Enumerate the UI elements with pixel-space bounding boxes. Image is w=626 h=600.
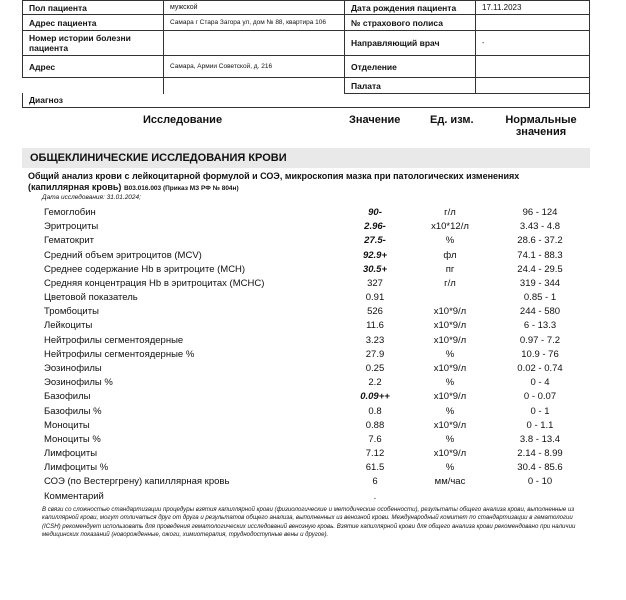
result-name: Эозинофилы <box>44 362 102 374</box>
result-row <box>0 206 626 220</box>
result-name: Эозинофилы % <box>44 377 113 389</box>
result-value: . <box>373 490 377 502</box>
result-value: 0.91 <box>365 292 385 304</box>
result-name: Моноциты % <box>44 433 101 445</box>
history-label: Номер истории болезни пациента <box>23 31 164 56</box>
result-unit: г/л <box>444 207 456 218</box>
result-value: 61.5 <box>365 462 385 474</box>
result-name: Лимфоциты % <box>44 462 109 474</box>
result-unit: x10*9/л <box>433 306 467 318</box>
result-row <box>0 405 626 419</box>
result-name: Лейкоциты <box>44 320 93 332</box>
patient-info-table <box>22 0 590 94</box>
result-row <box>0 348 626 362</box>
result-range: 30.4 - 85.6 <box>517 462 563 474</box>
result-name: Нейтрофилы сегментоядерные % <box>44 348 195 360</box>
col-study: Исследование <box>143 114 223 126</box>
result-unit: фл <box>443 249 457 261</box>
result-range: 0 - 4 <box>530 377 550 389</box>
result-name: Базофилы <box>44 391 91 403</box>
result-value: 0.09++ <box>360 391 390 403</box>
result-unit: % <box>445 433 455 445</box>
result-value: 3.23 <box>365 334 385 346</box>
result-value: 2.2 <box>368 377 382 389</box>
result-row <box>0 249 626 263</box>
result-unit: % <box>445 377 455 389</box>
footnote: В связи со сложностью стандартизации процедуры взятия капиллярной крови (физиологические и методические особенности), результаты общего анализа крови, выполненные из капиллярной крови, могут отличаться друг от друга и результатов общего анализа, выполненных из венозной крови. Международный комитет по стандартизации в гематологии (ICSH) рекомендует использовать для проведения гематологических исследований венозную кровь. Взятие капиллярной крови для общего анализа крови рекомендовано при наличии медицинских показаний (новорожденные, ожоги, химиотерапия, труднодоступные вены и другое). <box>42 506 576 539</box>
result-name: Средняя концентрация Hb в эритроцитах (MCHC) <box>44 277 265 289</box>
result-value: 92.9+ <box>362 249 388 261</box>
result-name: Моноциты <box>44 419 90 431</box>
result-row <box>0 461 626 475</box>
result-unit: % <box>445 405 455 417</box>
result-row <box>0 376 626 390</box>
col-normal-line1: Нормальные <box>505 114 577 126</box>
result-name: Среднее содержание Hb в эритроците (MCH) <box>44 263 246 275</box>
result-unit: % <box>445 348 455 360</box>
result-unit: % <box>445 235 455 247</box>
test-code: B03.016.003 (Приказ МЗ РФ № 804н) <box>123 185 239 192</box>
result-range: 74.1 - 88.3 <box>517 249 563 261</box>
result-unit: x10*9/л <box>433 448 467 460</box>
gender-value: мужской <box>164 1 345 15</box>
result-range: 0.97 - 7.2 <box>519 334 561 346</box>
result-unit: x10*9/л <box>433 320 467 332</box>
result-range: 0 - 1.1 <box>526 419 554 431</box>
result-range: 6 - 13.3 <box>523 320 557 332</box>
col-unit: Ед. изм. <box>430 114 474 126</box>
result-range: 0 - 1 <box>530 405 550 417</box>
result-unit: г/л <box>444 277 456 289</box>
result-value: 11.6 <box>366 320 384 332</box>
diagnosis-label: Диагноз <box>29 95 63 105</box>
result-row <box>0 220 626 234</box>
result-row <box>0 334 626 348</box>
result-row <box>0 447 626 461</box>
result-name: Эритроциты <box>44 221 99 233</box>
result-name: СОЭ (по Вестергрену) капиллярная кровь <box>44 476 230 488</box>
test-line1: Общий анализ крови с лейкоцитарной формулой и СОЭ, микроскопия мазка при патологических изменениях <box>28 171 520 181</box>
result-value: 6 <box>372 476 378 488</box>
gender-label: Пол пациента <box>23 1 164 15</box>
result-range: 319 - 344 <box>519 277 561 289</box>
result-unit: пг <box>445 263 455 275</box>
result-row <box>0 390 626 404</box>
result-value: 27.9 <box>365 348 385 360</box>
result-name: Тромбоциты <box>44 306 99 318</box>
result-range: 24.4 - 29.5 <box>517 263 563 275</box>
result-row <box>0 490 626 504</box>
address-value: Самара г Стара Загора ул, дом № 88, квартира 106 <box>164 15 345 31</box>
result-unit: x10*9/л <box>433 362 467 374</box>
department-label: Отделение <box>345 56 476 78</box>
result-unit: % <box>445 462 455 474</box>
result-range: 3.43 - 4.8 <box>519 221 561 233</box>
section-title: ОБЩЕКЛИНИЧЕСКИЕ ИССЛЕДОВАНИЯ КРОВИ <box>30 152 287 164</box>
history-value <box>164 31 345 56</box>
result-value: 526 <box>367 306 383 318</box>
result-range: 10.9 - 76 <box>521 348 559 360</box>
result-name: Гематокрит <box>44 235 95 247</box>
result-value: 0.8 <box>368 405 382 417</box>
result-value: 30.5+ <box>362 263 388 275</box>
result-name: Гемоглобин <box>44 207 96 218</box>
result-range: 3.8 - 13.4 <box>519 433 561 445</box>
dob-label: Дата рождения пациента <box>345 1 476 15</box>
result-range: 0.85 - 1 <box>523 292 557 304</box>
test-date: Дата исследования: 31.01.2024; <box>42 194 141 201</box>
result-unit: мм/час <box>434 476 466 488</box>
result-unit: x10*9/л <box>433 419 467 431</box>
diagnosis-row <box>22 93 590 108</box>
dob-value: 17.11.2023 <box>476 1 590 15</box>
result-range: 244 - 580 <box>519 306 561 318</box>
result-unit: x10*9/л <box>433 391 467 403</box>
result-row <box>0 419 626 433</box>
result-value: 90- <box>368 207 382 218</box>
test-line2: (капиллярная кровь) <box>28 182 122 192</box>
result-row <box>0 362 626 376</box>
result-row <box>0 319 626 333</box>
result-name: Комментарий <box>44 490 104 502</box>
col-value: Значение <box>349 114 401 126</box>
result-range: 0 - 10 <box>527 476 553 488</box>
section-header <box>22 148 590 168</box>
col-normal <box>503 114 579 138</box>
result-value: 7.12 <box>365 448 385 460</box>
doctor-label: Направляющий врач <box>345 31 476 56</box>
result-value: 27.5- <box>364 235 386 247</box>
doctor-value: - <box>476 31 590 56</box>
result-value: 7.6 <box>368 433 382 445</box>
result-name: Нейтрофилы сегментоядерные <box>44 334 184 346</box>
result-unit: x10*12/л <box>431 221 469 233</box>
result-range: 0.02 - 0.74 <box>517 362 563 374</box>
result-row <box>0 433 626 447</box>
result-range: 2.14 - 8.99 <box>517 448 563 460</box>
org-address-value: Самара, Армии Советской, д. 216 <box>164 56 345 78</box>
ward-value <box>476 78 590 94</box>
result-row <box>0 475 626 489</box>
result-name: Цветовой показатель <box>44 292 138 304</box>
result-range: 28.6 - 37.2 <box>517 235 563 247</box>
result-value: 0.25 <box>365 362 385 374</box>
org-address-label: Адрес <box>23 56 164 78</box>
result-range: 96 - 124 <box>522 207 558 218</box>
address-label: Адрес пациента <box>23 15 164 31</box>
result-row <box>0 291 626 305</box>
result-unit: x10*9/л <box>433 334 467 346</box>
result-row <box>0 234 626 248</box>
department-value <box>476 56 590 78</box>
result-row <box>0 263 626 277</box>
result-value: 2.96- <box>364 221 386 233</box>
result-row <box>0 305 626 319</box>
col-normal-line2: значения <box>515 126 567 138</box>
insurance-value <box>476 15 590 31</box>
result-value: 0.88 <box>365 419 385 431</box>
result-value: 327 <box>367 277 383 289</box>
result-row <box>0 277 626 291</box>
result-range: 0 - 0.07 <box>523 391 557 403</box>
insurance-label: № страхового полиса <box>345 15 476 31</box>
ward-label: Палата <box>345 78 476 94</box>
test-description <box>28 171 588 194</box>
result-name: Лимфоциты <box>44 448 98 460</box>
result-name: Средний объем эритроцитов (MCV) <box>44 249 202 261</box>
result-name: Базофилы % <box>44 405 102 417</box>
